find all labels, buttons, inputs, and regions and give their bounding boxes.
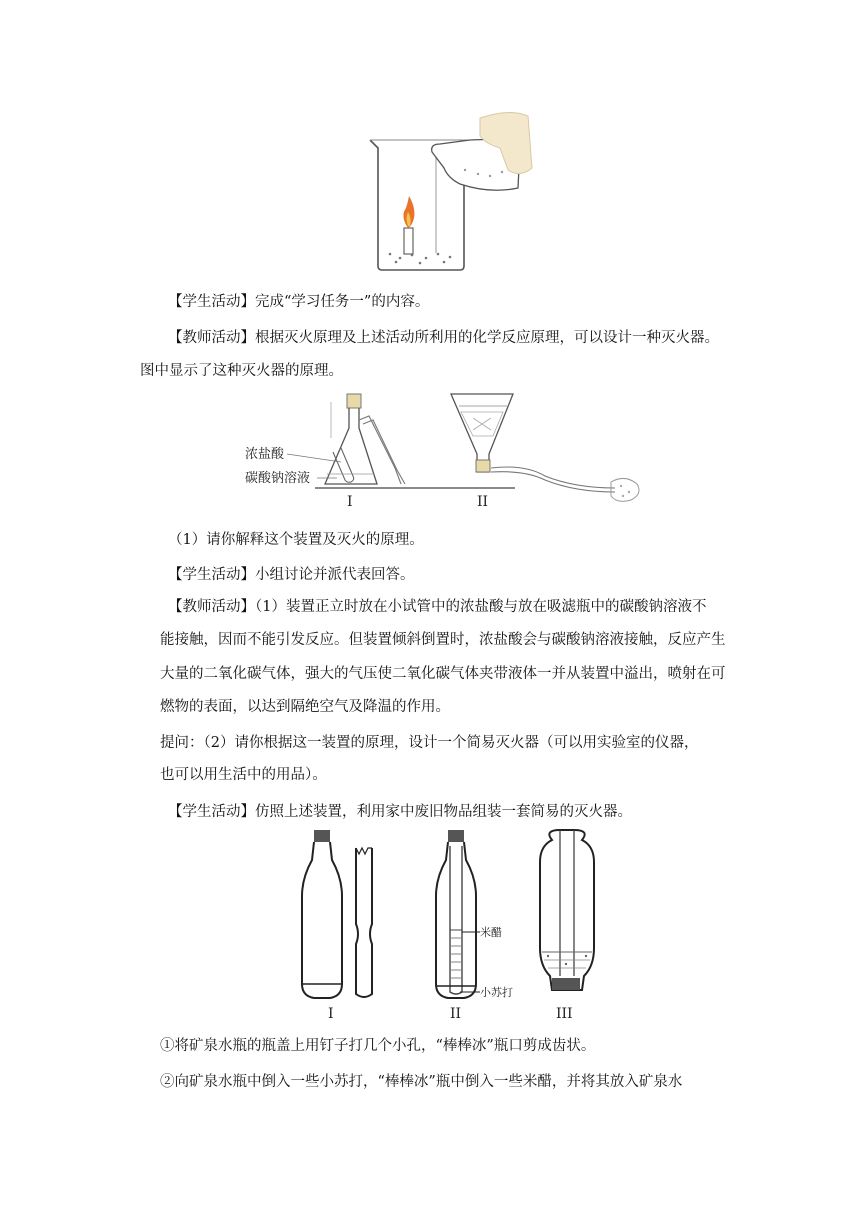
student-activity-2: 【学生活动】小组讨论并派代表回答。 xyxy=(168,567,415,583)
step-2: ②向矿泉水瓶中倒入一些小苏打，“棒棒冰”瓶中倒入一些米醋，并将其放入矿泉水 xyxy=(160,1074,683,1090)
teacher-activity-2-line2: 能接触，因而不能引发反应。但装置倾斜倒置时，浓盐酸会与碳酸钠溶液接触，反应产生 xyxy=(160,632,726,648)
label-carbonate: 碳酸钠溶液 xyxy=(245,471,311,486)
teacher-activity-1-line2: 图中显示了这种灭火器的原理。 xyxy=(140,363,343,379)
question-1: （1）请你解释这个装置及灭火的原理。 xyxy=(168,532,424,548)
student-activity-1: 【学生活动】完成“学习任务一”的内容。 xyxy=(168,294,430,310)
label-apparatus-II: II xyxy=(477,494,489,510)
figure-beaker-candle xyxy=(360,108,535,273)
label-vinegar: 米醋 xyxy=(480,926,502,939)
label-baking-soda: 小苏打 xyxy=(480,986,513,999)
teacher-activity-2-line3: 大量的二氧化碳气体，强大的气压使二氧化碳气体夹带液体一并从装置中溢出，喷射在可 xyxy=(160,666,726,682)
student-activity-3: 【学生活动】仿照上述装置，利用家中废旧物品组装一套简易的灭火器。 xyxy=(168,804,632,820)
label-acid: 浓盐酸 xyxy=(245,447,285,462)
label-apparatus-I: I xyxy=(347,494,353,510)
question-2-line1: 提问：（2）请你根据这一装置的原理，设计一个简易灭火器（可以用实验室的仪器， xyxy=(160,735,699,751)
label-bottle-II: II xyxy=(450,1006,462,1022)
teacher-activity-1-line1: 【教师活动】根据灭火原理及上述活动所利用的化学反应原理，可以设计一种灭火器。 xyxy=(168,330,719,346)
teacher-activity-2-line1: 【教师活动】（1）装置正立时放在小试管中的浓盐酸与放在吸滤瓶中的碳酸钠溶液不 xyxy=(168,599,707,615)
question-2-line2: 也可以用生活中的用品）。 xyxy=(160,767,327,783)
label-bottle-I: I xyxy=(328,1006,334,1022)
figure-extinguisher-principle xyxy=(245,388,645,513)
label-bottle-III: III xyxy=(556,1006,573,1022)
teacher-activity-2-line4: 燃物的表面，以达到隔绝空气及降温的作用。 xyxy=(160,699,450,715)
figure-bottle-extinguisher xyxy=(290,826,620,1024)
step-1: ①将矿泉水瓶的瓶盖上用钉子打几个小孔，“棒棒冰”瓶口剪成齿状。 xyxy=(160,1038,596,1054)
